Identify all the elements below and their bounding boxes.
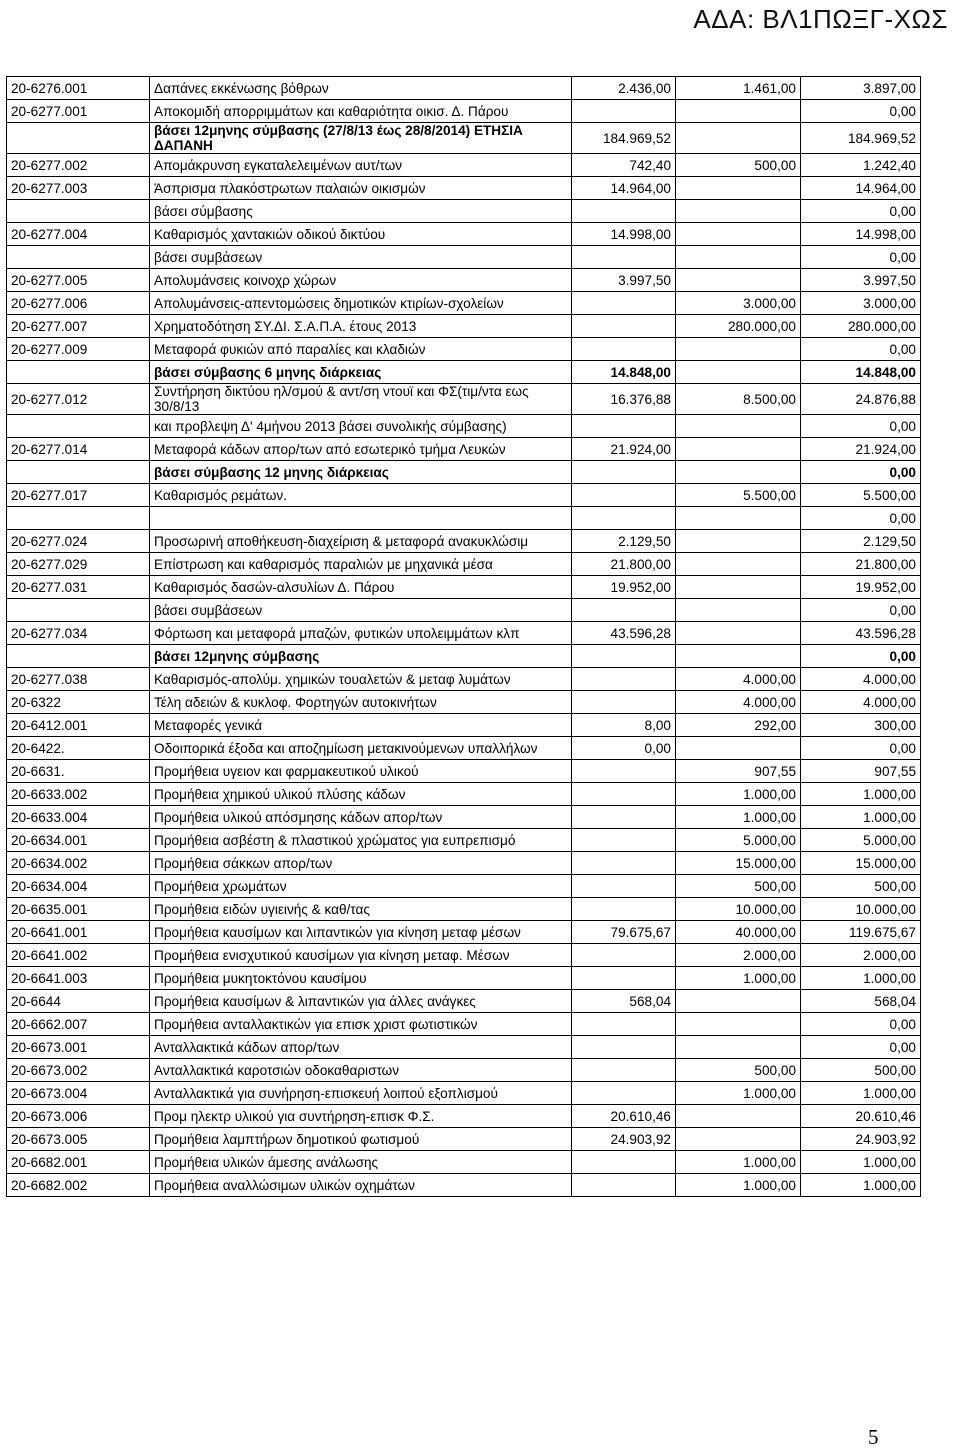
table-row bbox=[7, 990, 921, 1013]
cell-desc: Προμ ηλεκτρ υλικού για συντήρηση-επισκ Φ.Σ. bbox=[150, 1105, 572, 1128]
cell-desc: Προσωρινή αποθήκευση-διαχείριση & μεταφορά ανακυκλώσιμ bbox=[150, 530, 572, 553]
cell-b: 500,00 bbox=[676, 154, 801, 177]
cell-b bbox=[676, 990, 801, 1013]
cell-b: 4.000,00 bbox=[676, 691, 801, 714]
cell-code: 20-6277.003 bbox=[7, 177, 150, 200]
cell-total: 2.000,00 bbox=[801, 944, 921, 967]
cell-b: 5.000,00 bbox=[676, 829, 801, 852]
cell-b bbox=[676, 737, 801, 760]
cell-a bbox=[572, 415, 676, 438]
table-row bbox=[7, 338, 921, 361]
table-row bbox=[7, 507, 921, 530]
cell-b: 2.000,00 bbox=[676, 944, 801, 967]
cell-b: 280.000,00 bbox=[676, 315, 801, 338]
cell-desc: Μεταφορές γενικά bbox=[150, 714, 572, 737]
cell-a: 2.129,50 bbox=[572, 530, 676, 553]
cell-a bbox=[572, 1013, 676, 1036]
cell-b bbox=[676, 269, 801, 292]
cell-a: 742,40 bbox=[572, 154, 676, 177]
cell-code: 20-6277.034 bbox=[7, 622, 150, 645]
cell-total: 0,00 bbox=[801, 1013, 921, 1036]
cell-total: 5.500,00 bbox=[801, 484, 921, 507]
cell-code: 20-6633.002 bbox=[7, 783, 150, 806]
cell-total: 1.000,00 bbox=[801, 1151, 921, 1174]
cell-code: 20-6277.031 bbox=[7, 576, 150, 599]
table-row bbox=[7, 806, 921, 829]
cell-total: 907,55 bbox=[801, 760, 921, 783]
cell-total: 1.000,00 bbox=[801, 1174, 921, 1197]
cell-b: 40.000,00 bbox=[676, 921, 801, 944]
cell-a bbox=[572, 691, 676, 714]
cell-total: 280.000,00 bbox=[801, 315, 921, 338]
cell-a bbox=[572, 852, 676, 875]
cell-code: 20-6277.029 bbox=[7, 553, 150, 576]
cell-b: 5.500,00 bbox=[676, 484, 801, 507]
cell-code: 20-6673.006 bbox=[7, 1105, 150, 1128]
cell-code: 20-6277.007 bbox=[7, 315, 150, 338]
cell-a bbox=[572, 944, 676, 967]
cell-a: 14.848,00 bbox=[572, 361, 676, 384]
cell-code: 20-6277.005 bbox=[7, 269, 150, 292]
table-row bbox=[7, 783, 921, 806]
cell-code: 20-6277.012 bbox=[7, 384, 150, 415]
cell-total: 0,00 bbox=[801, 645, 921, 668]
cell-a bbox=[572, 1036, 676, 1059]
table-row bbox=[7, 1151, 921, 1174]
cell-a: 79.675,67 bbox=[572, 921, 676, 944]
cell-a: 14.964,00 bbox=[572, 177, 676, 200]
table-row bbox=[7, 1036, 921, 1059]
cell-a bbox=[572, 599, 676, 622]
cell-b bbox=[676, 1128, 801, 1151]
table-row bbox=[7, 622, 921, 645]
cell-total: 2.129,50 bbox=[801, 530, 921, 553]
cell-code: 20-6641.003 bbox=[7, 967, 150, 990]
cell-desc: Καθαρισμός-απολύμ. χημικών τουαλετών & μεταφ λυμάτων bbox=[150, 668, 572, 691]
cell-desc: Προμήθεια καυσίμων & λιπαντικών για άλλες ανάγκες bbox=[150, 990, 572, 1013]
cell-b bbox=[676, 1013, 801, 1036]
cell-b bbox=[676, 461, 801, 484]
cell-b: 15.000,00 bbox=[676, 852, 801, 875]
cell-b bbox=[676, 599, 801, 622]
cell-desc: Προμήθεια μυκητοκτόνου καυσίμου bbox=[150, 967, 572, 990]
cell-code bbox=[7, 645, 150, 668]
cell-desc: Καθαρισμός ρεμάτων. bbox=[150, 484, 572, 507]
cell-total: 0,00 bbox=[801, 100, 921, 123]
cell-total: 0,00 bbox=[801, 200, 921, 223]
cell-a bbox=[572, 806, 676, 829]
cell-code: 20-6634.002 bbox=[7, 852, 150, 875]
cell-b bbox=[676, 645, 801, 668]
cell-desc: Μεταφορά φυκιών από παραλίες και κλαδιών bbox=[150, 338, 572, 361]
cell-desc: Ανταλλακτικά κάδων απορ/των bbox=[150, 1036, 572, 1059]
cell-a bbox=[572, 1151, 676, 1174]
cell-total: 15.000,00 bbox=[801, 852, 921, 875]
table-row bbox=[7, 361, 921, 384]
cell-b: 4.000,00 bbox=[676, 668, 801, 691]
cell-total: 3.997,50 bbox=[801, 269, 921, 292]
cell-total: 43.596,28 bbox=[801, 622, 921, 645]
table-row bbox=[7, 898, 921, 921]
cell-b bbox=[676, 622, 801, 645]
table-row bbox=[7, 200, 921, 223]
cell-b: 8.500,00 bbox=[676, 384, 801, 415]
cell-desc: Προμήθεια ασβέστη & πλαστικού χρώματος για ευπρεπισμό bbox=[150, 829, 572, 852]
cell-a bbox=[572, 507, 676, 530]
table-row bbox=[7, 829, 921, 852]
cell-desc: Προμήθεια ειδών υγιεινής & καθ/τας bbox=[150, 898, 572, 921]
cell-total: 119.675,67 bbox=[801, 921, 921, 944]
cell-code bbox=[7, 415, 150, 438]
cell-total: 20.610,46 bbox=[801, 1105, 921, 1128]
cell-desc: Συντήρηση δικτύου ηλ/σμού & αντ/ση ντουϊ και ΦΣ(τιμ/ντα εως 30/8/13 bbox=[150, 384, 572, 415]
cell-b: 1.000,00 bbox=[676, 783, 801, 806]
cell-b bbox=[676, 530, 801, 553]
cell-a: 2.436,00 bbox=[572, 77, 676, 100]
cell-code bbox=[7, 599, 150, 622]
cell-b bbox=[676, 576, 801, 599]
cell-b: 1.000,00 bbox=[676, 1174, 801, 1197]
table-row bbox=[7, 100, 921, 123]
cell-code: 20-6277.004 bbox=[7, 223, 150, 246]
cell-a bbox=[572, 246, 676, 269]
cell-code: 20-6322 bbox=[7, 691, 150, 714]
cell-desc: Προμήθεια υλικών άμεσης ανάλωσης bbox=[150, 1151, 572, 1174]
budget-table-body bbox=[7, 77, 921, 1197]
table-row bbox=[7, 553, 921, 576]
table-row bbox=[7, 530, 921, 553]
cell-total: 14.998,00 bbox=[801, 223, 921, 246]
cell-code: 20-6633.004 bbox=[7, 806, 150, 829]
cell-code: 20-6673.005 bbox=[7, 1128, 150, 1151]
cell-b bbox=[676, 1105, 801, 1128]
cell-code: 20-6277.014 bbox=[7, 438, 150, 461]
cell-a bbox=[572, 829, 676, 852]
table-row bbox=[7, 438, 921, 461]
cell-total: 14.848,00 bbox=[801, 361, 921, 384]
cell-desc: βάσει σύμβασης 12 μηνης διάρκειας bbox=[150, 461, 572, 484]
cell-desc: Προμήθεια αναλλώσιμων υλικών οχημάτων bbox=[150, 1174, 572, 1197]
cell-code: 20-6673.001 bbox=[7, 1036, 150, 1059]
cell-total: 0,00 bbox=[801, 599, 921, 622]
cell-desc: Προμήθεια σάκκων απορ/των bbox=[150, 852, 572, 875]
cell-a bbox=[572, 668, 676, 691]
cell-desc: Φόρτωση και μεταφορά μπαζών, φυτικών υπολειμμάτων κλπ bbox=[150, 622, 572, 645]
cell-desc: Προμήθεια ανταλλακτικών για επισκ χριστ φωτιστικών bbox=[150, 1013, 572, 1036]
cell-desc: Προμήθεια χρωμάτων bbox=[150, 875, 572, 898]
cell-code: 20-6673.004 bbox=[7, 1082, 150, 1105]
table-row bbox=[7, 944, 921, 967]
cell-desc: Δαπάνες εκκένωσης βόθρων bbox=[150, 77, 572, 100]
table-row bbox=[7, 315, 921, 338]
table-row bbox=[7, 292, 921, 315]
cell-desc: Άσπρισμα πλακόστρωτων παλαιών οικισμών bbox=[150, 177, 572, 200]
cell-a: 16.376,88 bbox=[572, 384, 676, 415]
cell-a: 21.800,00 bbox=[572, 553, 676, 576]
cell-b bbox=[676, 100, 801, 123]
cell-code: 20-6277.002 bbox=[7, 154, 150, 177]
cell-total: 24.903,92 bbox=[801, 1128, 921, 1151]
cell-b bbox=[676, 438, 801, 461]
cell-desc: Προμήθεια καυσίμων και λιπαντικών για κίνηση μεταφ μέσων bbox=[150, 921, 572, 944]
cell-desc: βάσει συμβάσεων bbox=[150, 246, 572, 269]
cell-desc: Καθαρισμός χαντακιών οδικού δικτύου bbox=[150, 223, 572, 246]
cell-total: 0,00 bbox=[801, 338, 921, 361]
cell-desc: Οδοιπορικά έξοδα και αποζημίωση μετακινούμενων υπαλλήλων bbox=[150, 737, 572, 760]
cell-a: 184.969,52 bbox=[572, 123, 676, 154]
table-row bbox=[7, 269, 921, 292]
cell-a bbox=[572, 898, 676, 921]
cell-code: 20-6682.001 bbox=[7, 1151, 150, 1174]
cell-total: 24.876,88 bbox=[801, 384, 921, 415]
cell-total: 21.924,00 bbox=[801, 438, 921, 461]
cell-b bbox=[676, 246, 801, 269]
cell-b: 10.000,00 bbox=[676, 898, 801, 921]
cell-a: 3.997,50 bbox=[572, 269, 676, 292]
cell-desc: και προβλεψη Δ' 4μήνου 2013 βάσει συνολικής σύμβασης) bbox=[150, 415, 572, 438]
table-row bbox=[7, 645, 921, 668]
cell-a: 20.610,46 bbox=[572, 1105, 676, 1128]
cell-code bbox=[7, 361, 150, 384]
cell-code: 20-6277.024 bbox=[7, 530, 150, 553]
cell-b bbox=[676, 553, 801, 576]
cell-desc: Χρηματοδότηση ΣΥ.ΔΙ. Σ.Α.Π.Α. έτους 2013 bbox=[150, 315, 572, 338]
cell-b: 3.000,00 bbox=[676, 292, 801, 315]
cell-total: 1.000,00 bbox=[801, 806, 921, 829]
cell-b bbox=[676, 200, 801, 223]
cell-a bbox=[572, 1059, 676, 1082]
cell-total: 0,00 bbox=[801, 507, 921, 530]
cell-total: 4.000,00 bbox=[801, 691, 921, 714]
cell-a bbox=[572, 100, 676, 123]
cell-b bbox=[676, 223, 801, 246]
cell-a bbox=[572, 292, 676, 315]
cell-code bbox=[7, 461, 150, 484]
cell-total: 300,00 bbox=[801, 714, 921, 737]
cell-a bbox=[572, 200, 676, 223]
cell-total: 3.000,00 bbox=[801, 292, 921, 315]
cell-b bbox=[676, 1036, 801, 1059]
cell-code: 20-6277.001 bbox=[7, 100, 150, 123]
cell-a bbox=[572, 484, 676, 507]
cell-total: 14.964,00 bbox=[801, 177, 921, 200]
table-row bbox=[7, 154, 921, 177]
cell-b bbox=[676, 507, 801, 530]
table-row bbox=[7, 852, 921, 875]
cell-total: 21.800,00 bbox=[801, 553, 921, 576]
cell-code: 20-6276.001 bbox=[7, 77, 150, 100]
cell-code: 20-6631. bbox=[7, 760, 150, 783]
table-row bbox=[7, 484, 921, 507]
cell-a bbox=[572, 760, 676, 783]
cell-a bbox=[572, 1082, 676, 1105]
cell-a: 19.952,00 bbox=[572, 576, 676, 599]
cell-code: 20-6635.001 bbox=[7, 898, 150, 921]
table-row bbox=[7, 737, 921, 760]
table-row bbox=[7, 691, 921, 714]
cell-b: 1.000,00 bbox=[676, 967, 801, 990]
table-row bbox=[7, 921, 921, 944]
cell-a: 568,04 bbox=[572, 990, 676, 1013]
cell-total: 500,00 bbox=[801, 1059, 921, 1082]
table-row bbox=[7, 177, 921, 200]
cell-total: 0,00 bbox=[801, 246, 921, 269]
cell-total: 4.000,00 bbox=[801, 668, 921, 691]
cell-total: 1.000,00 bbox=[801, 783, 921, 806]
cell-a bbox=[572, 783, 676, 806]
cell-desc: βάσει συμβάσεων bbox=[150, 599, 572, 622]
cell-desc: Προμήθεια υλικού απόσμησης κάδων απορ/των bbox=[150, 806, 572, 829]
cell-b: 907,55 bbox=[676, 760, 801, 783]
cell-code: 20-6634.001 bbox=[7, 829, 150, 852]
cell-b: 292,00 bbox=[676, 714, 801, 737]
cell-total: 568,04 bbox=[801, 990, 921, 1013]
cell-desc: Καθαρισμός δασών-αλσυλίων Δ. Πάρου bbox=[150, 576, 572, 599]
cell-desc: Απολυμάνσεις κοινοχρ χώρων bbox=[150, 269, 572, 292]
cell-b bbox=[676, 338, 801, 361]
cell-total: 0,00 bbox=[801, 461, 921, 484]
table-row bbox=[7, 1174, 921, 1197]
cell-desc: βάσει σύμβασης bbox=[150, 200, 572, 223]
cell-total: 0,00 bbox=[801, 737, 921, 760]
table-row bbox=[7, 77, 921, 100]
table-row bbox=[7, 461, 921, 484]
table-row bbox=[7, 714, 921, 737]
cell-a: 24.903,92 bbox=[572, 1128, 676, 1151]
cell-b: 1.461,00 bbox=[676, 77, 801, 100]
cell-desc: βάσει 12μηνης σύμβασης (27/8/13 έως 28/8/2014) ΕΤΗΣΙΑ ΔΑΠΑΝΗ bbox=[150, 123, 572, 154]
cell-b: 500,00 bbox=[676, 875, 801, 898]
table-row bbox=[7, 668, 921, 691]
cell-code: 20-6277.038 bbox=[7, 668, 150, 691]
table-row bbox=[7, 123, 921, 154]
cell-code bbox=[7, 246, 150, 269]
cell-code: 20-6277.009 bbox=[7, 338, 150, 361]
cell-a bbox=[572, 967, 676, 990]
cell-desc: βάσει 12μηνης σύμβασης bbox=[150, 645, 572, 668]
cell-desc: Ανταλλακτικά καροτσιών οδοκαθαριστων bbox=[150, 1059, 572, 1082]
cell-code: 20-6634.004 bbox=[7, 875, 150, 898]
cell-desc: Ανταλλακτικά για συνήρηση-επισκευή λοιπού εξοπλισμού bbox=[150, 1082, 572, 1105]
table-row bbox=[7, 599, 921, 622]
cell-code bbox=[7, 200, 150, 223]
table-row bbox=[7, 384, 921, 415]
cell-desc bbox=[150, 507, 572, 530]
cell-total: 0,00 bbox=[801, 415, 921, 438]
cell-code: 20-6422. bbox=[7, 737, 150, 760]
cell-a bbox=[572, 645, 676, 668]
cell-a bbox=[572, 875, 676, 898]
cell-total: 184.969,52 bbox=[801, 123, 921, 154]
cell-total: 3.897,00 bbox=[801, 77, 921, 100]
cell-a: 43.596,28 bbox=[572, 622, 676, 645]
cell-a bbox=[572, 1174, 676, 1197]
cell-total: 0,00 bbox=[801, 1036, 921, 1059]
cell-a: 21.924,00 bbox=[572, 438, 676, 461]
cell-code: 20-6277.017 bbox=[7, 484, 150, 507]
cell-total: 1.000,00 bbox=[801, 1082, 921, 1105]
cell-code: 20-6277.006 bbox=[7, 292, 150, 315]
cell-code: 20-6673.002 bbox=[7, 1059, 150, 1082]
cell-desc: Προμήθεια υγειον και φαρμακευτικού υλικού bbox=[150, 760, 572, 783]
cell-desc: Μεταφορά κάδων απορ/των από εσωτερικό τμήμα Λευκών bbox=[150, 438, 572, 461]
cell-a: 8,00 bbox=[572, 714, 676, 737]
table-row bbox=[7, 1128, 921, 1151]
cell-desc: βάσει σύμβασης 6 μηνης διάρκειας bbox=[150, 361, 572, 384]
cell-code: 20-6682.002 bbox=[7, 1174, 150, 1197]
cell-a bbox=[572, 338, 676, 361]
table-row bbox=[7, 967, 921, 990]
table-row bbox=[7, 875, 921, 898]
cell-a: 0,00 bbox=[572, 737, 676, 760]
cell-desc: Απολυμάνσεις-απεντομώσεις δημοτικών κτιρίων-σχολείων bbox=[150, 292, 572, 315]
cell-code bbox=[7, 507, 150, 530]
cell-b: 500,00 bbox=[676, 1059, 801, 1082]
cell-desc: Τέλη αδειών & κυκλοφ. Φορτηγών αυτοκινήτων bbox=[150, 691, 572, 714]
table-row bbox=[7, 1013, 921, 1036]
cell-code: 20-6641.002 bbox=[7, 944, 150, 967]
cell-code: 20-6644 bbox=[7, 990, 150, 1013]
cell-total: 19.952,00 bbox=[801, 576, 921, 599]
table-row bbox=[7, 415, 921, 438]
cell-b bbox=[676, 415, 801, 438]
cell-total: 10.000,00 bbox=[801, 898, 921, 921]
page-number: 5 bbox=[868, 1425, 879, 1449]
cell-b: 1.000,00 bbox=[676, 1082, 801, 1105]
table-row bbox=[7, 246, 921, 269]
table-row bbox=[7, 760, 921, 783]
cell-a bbox=[572, 315, 676, 338]
cell-desc: Απομάκρυνση εγκαταλελειμένων αυτ/των bbox=[150, 154, 572, 177]
cell-a: 14.998,00 bbox=[572, 223, 676, 246]
table-row bbox=[7, 1059, 921, 1082]
cell-total: 1.000,00 bbox=[801, 967, 921, 990]
budget-table bbox=[6, 76, 921, 1197]
cell-b: 1.000,00 bbox=[676, 806, 801, 829]
cell-total: 5.000,00 bbox=[801, 829, 921, 852]
cell-code: 20-6662.007 bbox=[7, 1013, 150, 1036]
table-row bbox=[7, 1082, 921, 1105]
cell-total: 500,00 bbox=[801, 875, 921, 898]
cell-code bbox=[7, 123, 150, 154]
cell-b: 1.000,00 bbox=[676, 1151, 801, 1174]
table-row bbox=[7, 576, 921, 599]
cell-b bbox=[676, 123, 801, 154]
cell-b bbox=[676, 361, 801, 384]
cell-total: 1.242,40 bbox=[801, 154, 921, 177]
cell-code: 20-6641.001 bbox=[7, 921, 150, 944]
table-row bbox=[7, 223, 921, 246]
cell-desc: Επίστρωση και καθαρισμός παραλιών με μηχανικά μέσα bbox=[150, 553, 572, 576]
cell-desc: Αποκομιδή απορριμμάτων και καθαριότητα οικισ. Δ. Πάρου bbox=[150, 100, 572, 123]
cell-desc: Προμήθεια χημικού υλικού πλύσης κάδων bbox=[150, 783, 572, 806]
cell-desc: Προμήθεια λαμπτήρων δημοτικού φωτισμού bbox=[150, 1128, 572, 1151]
cell-a bbox=[572, 461, 676, 484]
cell-code: 20-6412.001 bbox=[7, 714, 150, 737]
ada-header: ΑΔΑ: ΒΛ1ΠΩΞΓ-ΧΩΣ bbox=[693, 4, 948, 34]
cell-b bbox=[676, 177, 801, 200]
table-row bbox=[7, 1105, 921, 1128]
cell-desc: Προμήθεια ενισχυτικού καυσίμων για κίνηση μεταφ. Μέσων bbox=[150, 944, 572, 967]
